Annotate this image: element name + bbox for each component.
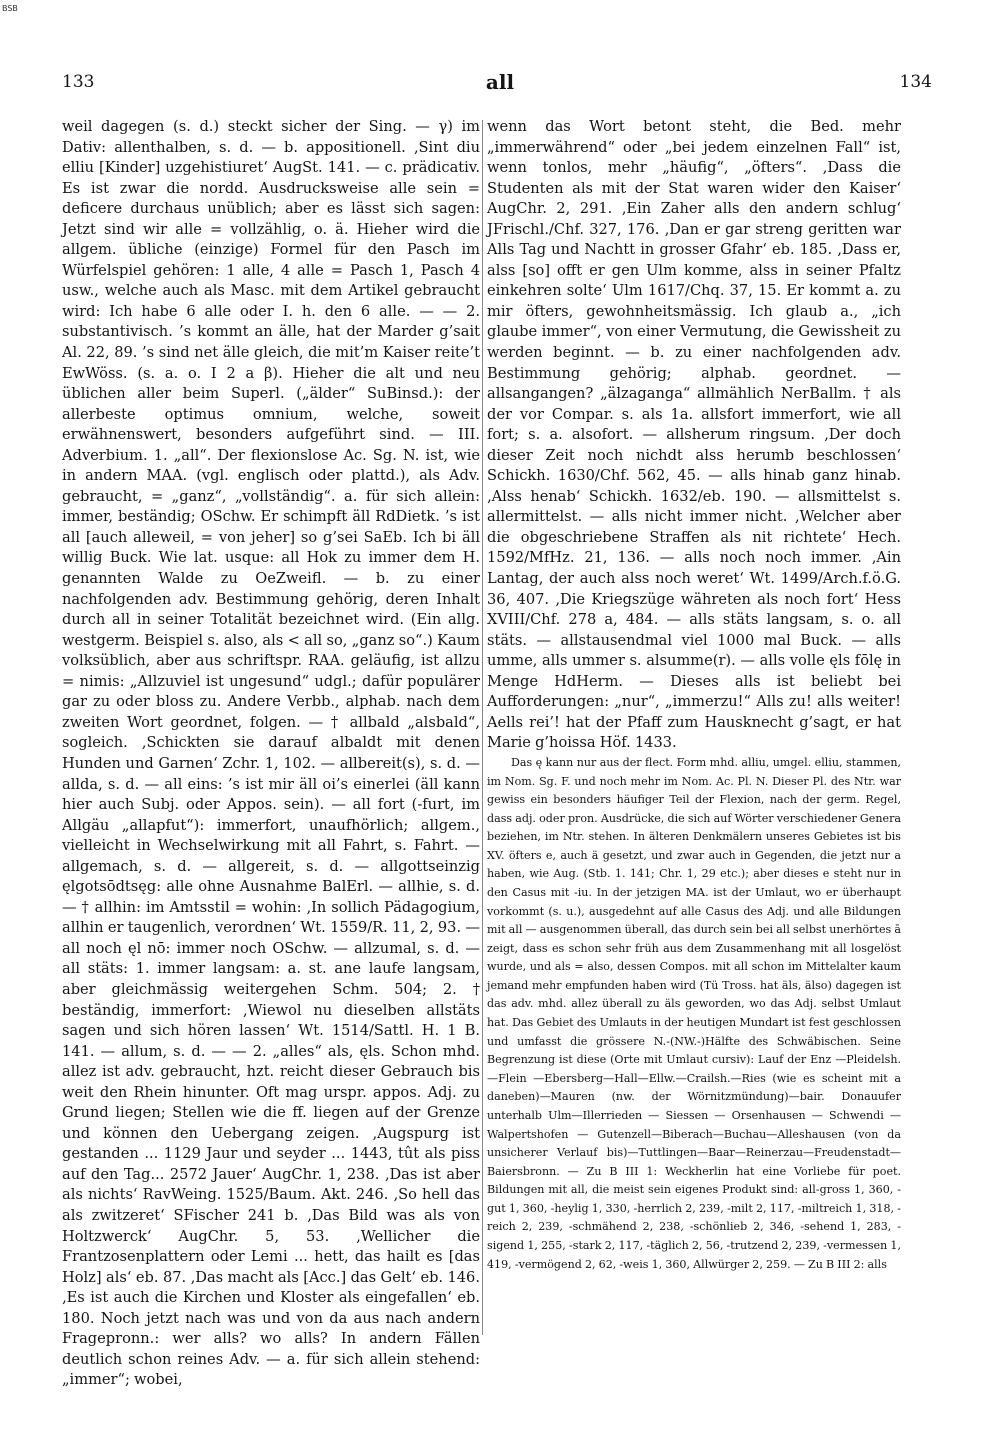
left-column <box>62 117 480 1391</box>
footnote-text: Das ę kann nur aus der flect. Form mhd. alliu, umgel. elliu, stammen, im Nom. Sg. F. und noch mehr im Nom. Ac. Pl. N. Dieser Pl. des Ntr. war gewiss ein besonders häufiger Teil der Flexion, nach der germ. Regel, dass adj. oder pron. Ausdrücke, die sich auf Wörter verschiedener Genera beziehen, im Ntr. stehen. In älteren Denkmälern unseres Gebietes ist bis XV. öfters e, auch ä gesetzt, und zwar auch in Gegenden, die jetzt nur a haben, wie Aug. (Stb. 1. 141; Chr. 1, 29 etc.); aber dieses e steht nur in den Casus mit -iu. In der jetzigen MA. ist der Umlaut, wo er überhaupt vorkommt (s. u.), ausgedehnt auf alle Casus des Adj. und alle Bildungen mit all — ausgenommen überall, das durch sein bei all selbst unerhörtes ā zeigt, dass es schon sehr früh aus dem Zusammenhang mit all losgelöst wurde, und als = also, dessen Compos. mit all schon im Mittelalter kaum jemand mehr empfunden haben wird (Tü Tross. hat äls, älso) dagegen ist das adv. mhd. allez überall zu äls geworden, wo das Adj. selbst Umlaut hat. Das Gebiet des Umlauts in der heutigen Mundart ist fest geschlossen und umfasst die grössere N.-(NW.-)Hälfte des Schwäbischen. Seine Begrenzung ist diese (Orte mit Umlaut cursiv): Lauf der Enz —Pleidelsh.—Flein —Ebersberg—Hall—Ellw.—Crailsh.—Ries (wie es scheint mit a daneben)—Mauren (nw. der Wörnitzmündung)—bair. Donauufer unterhalb Ulm—Illerrieden — Siessen — Orsenhausen — Schwendi — Walpertshofen — Gutenzell—Biberach—Buchau—Alleshausen (von da unsicherer Verlauf bis)—Tuttlingen—Baar—Reinerzau—Freudenstadt—Baiersbronn. — Zu B III 1: Weckherlin hat eine Vorliebe für poet. Bildungen mit all, die meist sein eigenes Produkt sind: all-gross 1, 360, -gut 1, 360, -heylig 1, 330, -herrlich 2, 239, -milt 2, 117, -miltreich 1, 318, -reich 2, 239, -schmähend 2, 238, -schönlieb 2, 346, -sehend 1, 283, -sigend 1, 255, -stark 2, 117, -täglich 2, 56, -trutzend 2, 239, -vermessen 1, 419, -vermögend 2, 62, -weis 1, 360, Allwürger 2, 259. — Zu B III 2: alls <box>487 755 901 1271</box>
right-column <box>487 117 901 1274</box>
page-number-right: 134 <box>899 72 932 92</box>
running-headword: all <box>485 70 515 94</box>
page-number-left: 133 <box>62 72 95 92</box>
library-stamp: BSB <box>2 4 18 13</box>
left-column-text: weil dagegen (s. d.) steckt sicher der Sing. — γ) im Dativ: allenthalben, s. d. — b. appositionell. ‚Sint diu elliu [Kinder] uzgehistiuret‘ AugSt. 141. — c. prädicativ. Es ist zwar die nordd. Ausdrucksweise alle sein = deficere durchaus unüblich; aber es lässt sich sagen: Jetzt sind wir alle = vollzählig, o. ä. Hieher wird die allgem. übliche (einzige) Formel für den Pasch im Würfelspiel gehören: 1 alle, 4 alle = Pasch 1, Pasch 4 usw., welche auch als Masc. mit dem Artikel gebraucht wird: Ich habe 6 alle oder I. h. den 6 alle. — — 2. substantivisch. ’s kommt an älle, hat der Marder g’sait Al. 22, 89. ’s sind net älle gleich, die mit’m Kaiser reite’t EwWöss. (s. a. o. I 2 a β). Hieher die alt und neu üblichen aller beim Superl. („älder“ SuBinsd.): der allerbeste optimus omnium, welche, soweit erwähnenswert, besonders aufgeführt sind. — III. Adverbium. 1. „all“. Der flexionslose Ac. Sg. N. ist, wie in andern MAA. (vgl. englisch oder plattd.), als Adv. gebraucht, = „ganz“, „vollständig“. a. für sich allein: immer, beständig; OSchw. Er schimpft äll RdDietk. ’s ist all [auch alleweil, = von jeher] so g’sei SaEb. Ich bi äll willig Buck. Wie lat. usque: all Hok zu immer dem H. genannten Walde zu OeZweifl. — b. zu einer nachfolgenden adv. Bestimmung gehörig, deren Inhalt durch all in seiner Totalität bezeichnet wird. (Ein allg. westgerm. Beispiel s. also, als < all so, „ganz so“.) Kaum volksüblich, aber aus schriftspr. RAA. geläufig, ist allzu = nimis: „Allzuviel ist ungesund“ udgl.; dafür populärer gar zu oder bloss zu. Andere Verbb., alphab. nach dem zweiten Wort geordnet, folgen. — † allbald „alsbald“, sogleich. ‚Schickten sie darauf albaldt mit denen Hunden und Garnen‘ Zchr. 1, 102. — allbereit(s), s. d. — allda, s. d. — all eins: ’s ist mir äll oi’s einerlei (äll kann hier auch Subj. oder Appos. sein). — all fort (-furt, im Allgäu „allapfut“): immerfort, unaufhörlich; allgem., vielleicht in Wechselwirkung mit all Fahrt, s. Fahrt. — allgemach, s. d. — allgereit, s. d. — allgottseinzig ęlgotsōdtsęg: alle ohne Ausnahme BalErl. — allhie, s. d. — † allhin: im Amtsstil = wohin: ‚In sollich Pädagogium, allhin er taugenlich, verordnen‘ Wt. 1559/R. 11, 2, 93. — all noch ęl nō: immer noch OSchw. — allzumal, s. d. — all stäts: 1. immer langsam: a. st. ane laufe langsam, aber gleichmässig weitergehen Schm. 504; 2. † beständig, immerfort: ‚Wiewol nu dieselben allstäts sagen und sich hören lassen‘ Wt. 1514/Sattl. H. 1 B. 141. — allum, s. d. — — 2. „alles“ als, ęls. Schon mhd. allez ist adv. gebraucht, hzt. reicht dieser Gebrauch bis weit den Rhein hinunter. Oft mag urspr. appos. Adj. zu Grund liegen; Stellen wie die ff. liegen auf der Grenze und können den Uebergang zeigen. ‚Augspurg ist gestanden ... 1129 Jaur und seyder ... 1443, tût als piss auf den Tag... 2572 Jauer‘ AugChr. 1, 238. ‚Das ist aber als nichts‘ RavWeing. 1525/Baum. Akt. 246. ‚So hell das als zwitzeret‘ SFischer 241 b. ‚Das Bild was als von Holtzwerck‘ AugChr. 5, 53. ‚Wellicher die Frantzosenplattern oder Lemi ... hett, das hailt es [das Holz] als‘ eb. 87. ‚Das macht als [Acc.] das Gelt‘ eb. 146. ‚Es ist auch die Kirchen und Kloster als eingefallen‘ eb. 180. Noch jetzt nach was und von da aus nach andern Fragepronn.: wer alls? wo alls? In andern Fällen deutlich schon reines Adv. — a. für sich allein stehend: „immer“; wobei, <box>62 118 480 1389</box>
right-column-text: wenn das Wort betont steht, die Bed. mehr „immerwährend“ oder „bei jedem einzelnen Fall“ ist, wenn tonlos, mehr „häufig“, „öfters“. ‚Dass die Studenten als mit der Stat waren wider den Kaiser‘ AugChr. 2, 291. ‚Ein Zaher alls den andern schlug‘ JFrischl./Chf. 327, 176. ‚Dan er gar streng geritten war Alls Tag und Nachtt in grosser Gfahr‘ eb. 185. ‚Dass er, alss [so] offt er gen Ulm komme, alss in seiner Pfaltz einkehren solte‘ Ulm 1617/Chq. 37, 15. Er kommt a. zu mir öfters, gewohnheitsmässig. Ich glaub a., „ich glaube immer“, von einer Vermutung, die Gewissheit zu werden beginnt. — b. zu einer nachfolgenden adv. Bestimmung gehörig; alphab. geordnet. — allsangangen? „älzaganga“ allmählich NerBallm. † als der vor Compar. s. als 1a. allsfort immerfort, wie all fort; s. a. alsofort. — allsherum ringsum. ‚Der doch dieser Zeit noch nichdt alss herumb beschlossen‘ Schickh. 1630/Chf. 562, 45. — alls hinab ganz hinab. ‚Alss henab‘ Schickh. 1632/eb. 190. — allsmittelst s. allermittelst. — alls nicht immer nicht. ‚Welcher aber die obgeschriebene Straffen als nit richtete‘ Hech. 1592/MfHz. 21, 136. — alls noch noch immer. ‚Ain Lantag, der auch alss noch weret‘ Wt. 1499/Arch.f.ö.G. 36, 407. ‚Die Kriegszüge währeten als noch fort‘ Hess XVIII/Chf. 278 a, 484. — alls stäts langsam, s. o. all stäts. — allstausendmal viel 1000 mal Buck. — alls umme, alls ummer s. alsumme(r). — alls volle ęls fōlę in Menge HdHerm. — Dieses alls ist beliebt bei Aufforderungen: „nur“, „immerzu!“ Alls zu! alls weiter! Aells rei’! hat der Pfaff zum Hausknecht g’sagt, er hat Marie g’hoissa Höf. 1433. <box>487 118 901 752</box>
column-divider <box>482 120 483 1335</box>
